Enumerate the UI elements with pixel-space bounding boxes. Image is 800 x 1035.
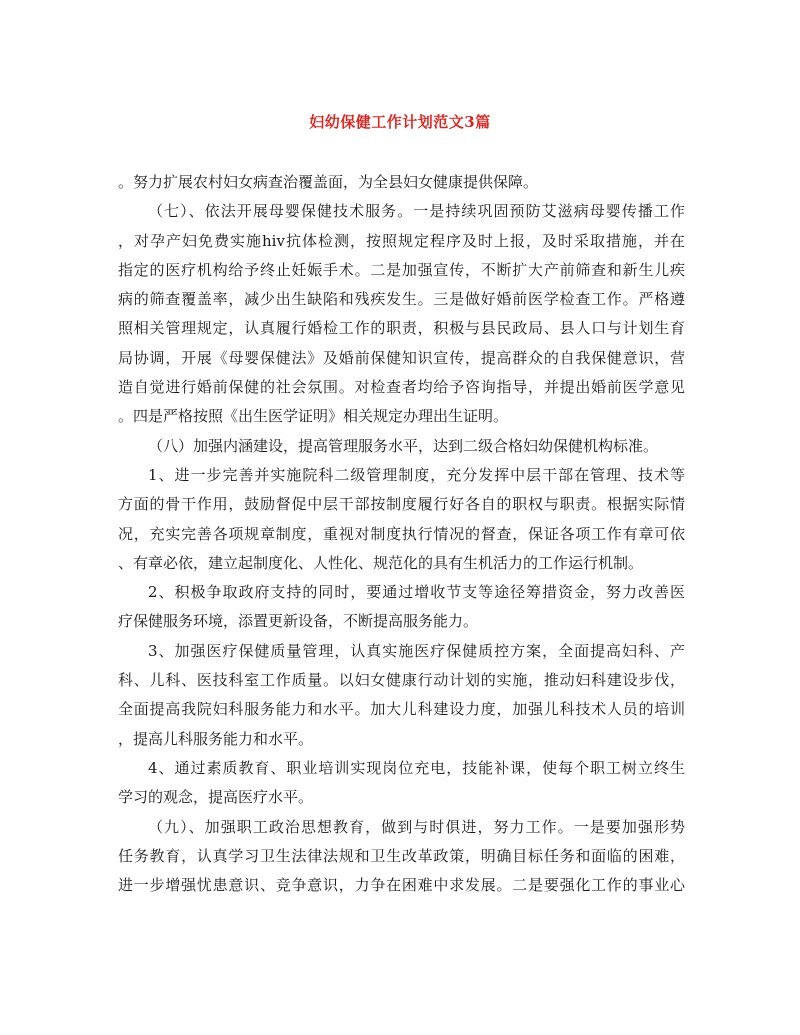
text-line: 3、加强医疗保健质量管理，认真实施医疗保健质控方案，全面提高妇科、产 — [148, 641, 685, 660]
text-line: 。四是严格按照《出生医学证明》相关规定办理出生证明。 — [118, 407, 509, 426]
text-line: 况，充实完善各项规章制度，重视对制度执行情况的督查，保证各项工作有章可依 — [118, 524, 685, 543]
text-line: 疗保健服务环境，添置更新设备，不断提高服务能力。 — [118, 612, 479, 631]
text-line: 1、进一步完善并实施院科二级管理制度，充分发挥中层干部在管理、技术等 — [148, 465, 685, 484]
text-line: （九）、加强职工政治思想教育，做到与时俱进，努力工作。一是要加强形势 — [148, 817, 685, 836]
text-line: 。努力扩展农村妇女病查治覆盖面，为全县妇女健康提供保障。 — [118, 173, 539, 191]
text-line: 任务教育，认真学习卫生法律法规和卫生改革政策，明确目标任务和面临的困难， — [118, 846, 685, 865]
text-line: ，对孕产妇免费实施hiv抗体检测，按照规定程序及时上报，及时采取措施，并在 — [118, 231, 685, 250]
text-line: 方面的骨干作用，鼓励督促中层干部按制度履行好各自的职权与职责。根据实际情 — [118, 495, 685, 514]
text-line: 局协调，开展《母婴保健法》及婚前保健知识宣传，提高群众的自我保健意识，营 — [118, 348, 685, 367]
text-line: 病的筛查覆盖率，减少出生缺陷和残疾发生。三是做好婚前医学检查工作。严格遵 — [118, 290, 685, 309]
text-line: （七）、依法开展母婴保健技术服务。一是持续巩固预防艾滋病母婴传播工作 — [148, 202, 685, 221]
text-line: 学习的观念，提高医疗水平。 — [118, 788, 314, 807]
text-line: ，提高儿科服务能力和水平。 — [118, 729, 314, 748]
text-line: 全面提高我院妇科服务能力和水平。加大儿科建设力度，加强儿科技术人员的培训 — [118, 700, 685, 719]
text-line: 科、儿科、医技科室工作质量。以妇女健康行动计划的实施，推动妇科建设步伐， — [118, 671, 685, 690]
text-line: （八）加强内涵建设，提高管理服务水平，达到二级合格妇幼保健机构标准。 — [148, 436, 659, 455]
document-body — [118, 168, 685, 900]
text-line: 2、积极争取政府支持的同时，要通过增收节支等途径筹措资金，努力改善医 — [148, 583, 685, 602]
text-line: 、有章必依，建立起制度化、人性化、规范化的具有生机活力的工作运行机制。 — [118, 553, 644, 572]
text-line: 造自觉进行婚前保健的社会氛围。对检查者均给予咨询指导，并提出婚前医学意见 — [118, 378, 685, 397]
text-line: 指定的医疗机构给予终止妊娠手术。二是加强宣传，不断扩大产前筛查和新生儿疾 — [118, 260, 685, 279]
text-line: 照相关管理规定，认真履行婚检工作的职责，积极与县民政局、县人口与计划生育 — [118, 319, 685, 338]
document-title: 妇幼保健工作计划范文3篇 — [309, 113, 491, 131]
text-line: 4、通过素质教育、职业培训实现岗位充电，技能补课，使每个职工树立终生 — [148, 758, 685, 777]
text-line: 进一步增强忧患意识、竞争意识，力争在困难中求发展。二是要强化工作的事业心 — [118, 876, 685, 895]
